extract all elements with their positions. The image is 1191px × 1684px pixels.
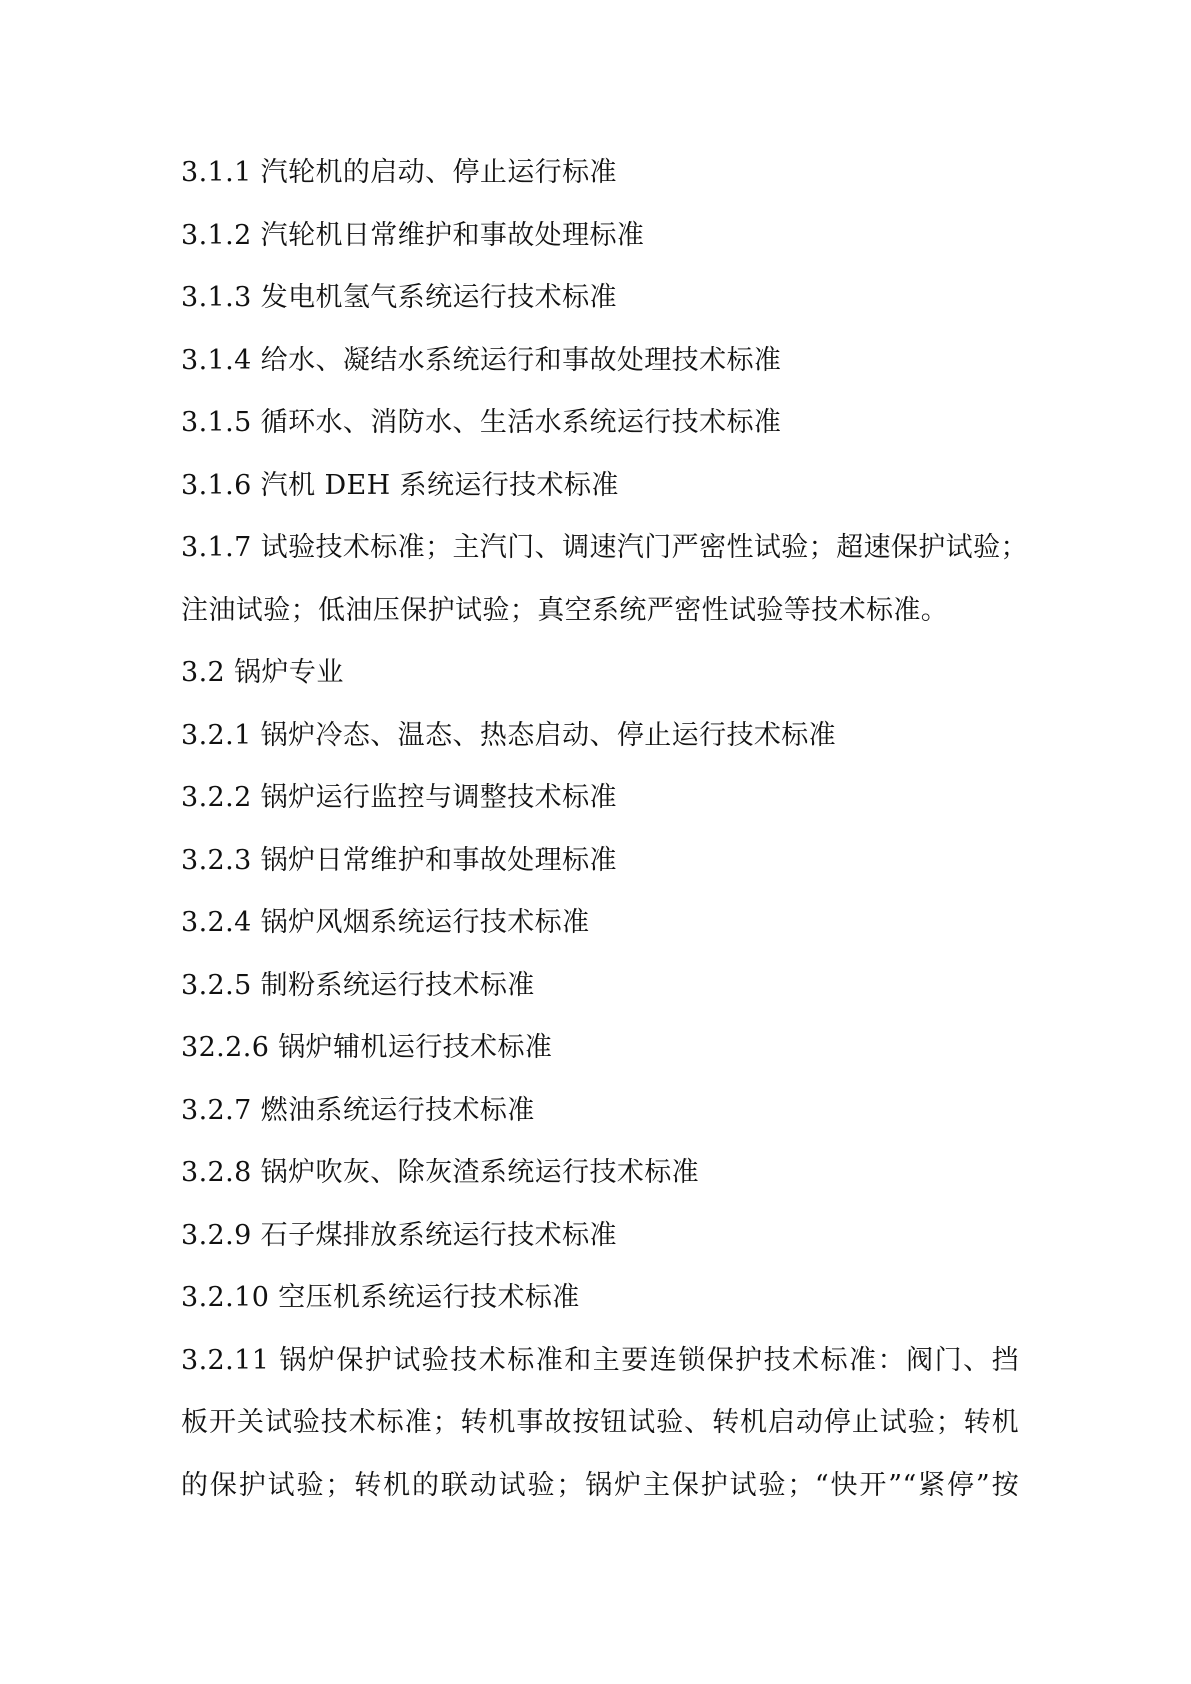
section-3-2-8: 3.2.8 锅炉吹灰、除灰渣系统运行技术标准	[181, 1157, 700, 1188]
paragraph-line: 3.1.7 试验技术标准；主汽门、调速汽门严密性试验；超速保护试验；	[181, 532, 1028, 563]
section-3-2-2: 3.2.2 锅炉运行监控与调整技术标准	[181, 782, 617, 813]
section-3-2-7: 3.2.7 燃油系统运行技术标准	[181, 1094, 535, 1126]
section-3-1-6: 3.1.6 汽机 DEH 系统运行技术标准	[181, 469, 619, 501]
section-3-2-5: 3.2.5 制粉系统运行技术标准	[181, 969, 535, 1001]
paragraph-line: 的保护试验；转机的联动试验；锅炉主保护试验；“快开”“紧停”按	[181, 1469, 1019, 1501]
section-3-2-11-paragraph	[181, 1330, 1019, 1518]
section-3-2-1: 3.2.1 锅炉冷态、温态、热态启动、停止运行技术标准	[181, 719, 837, 751]
section-3-2-3: 3.2.3 锅炉日常维护和事故处理标准	[181, 844, 617, 876]
section-3-2-6: 32.2.6 锅炉辅机运行技术标准	[181, 1032, 553, 1063]
section-3-1-2: 3.1.2 汽轮机日常维护和事故处理标准	[181, 219, 645, 251]
document-body	[181, 142, 1028, 1517]
paragraph-line: 注油试验；低油压保护试验；真空系统严密性试验等技术标准。	[181, 594, 949, 626]
section-3-1-4: 3.1.4 给水、凝结水系统运行和事故处理技术标准	[181, 344, 782, 376]
section-3-1-1: 3.1.1 汽轮机的启动、停止运行标准	[181, 157, 617, 188]
section-3-1-3: 3.1.3 发电机氢气系统运行技术标准	[181, 282, 617, 313]
section-3-2-10: 3.2.10 空压机系统运行技术标准	[181, 1282, 580, 1313]
section-3-2-4: 3.2.4 锅炉风烟系统运行技术标准	[181, 907, 590, 938]
section-3-1-7-paragraph	[181, 517, 1028, 642]
section-3-2-heading: 3.2 锅炉专业	[181, 657, 344, 688]
paragraph-line: 板开关试验技术标准；转机事故按钮试验、转机启动停止试验；转机	[181, 1407, 1019, 1438]
section-3-1-5: 3.1.5 循环水、消防水、生活水系统运行技术标准	[181, 407, 782, 438]
section-3-2-9: 3.2.9 石子煤排放系统运行技术标准	[181, 1219, 617, 1251]
paragraph-line: 3.2.11 锅炉保护试验技术标准和主要连锁保护技术标准：阀门、挡	[181, 1344, 1019, 1376]
